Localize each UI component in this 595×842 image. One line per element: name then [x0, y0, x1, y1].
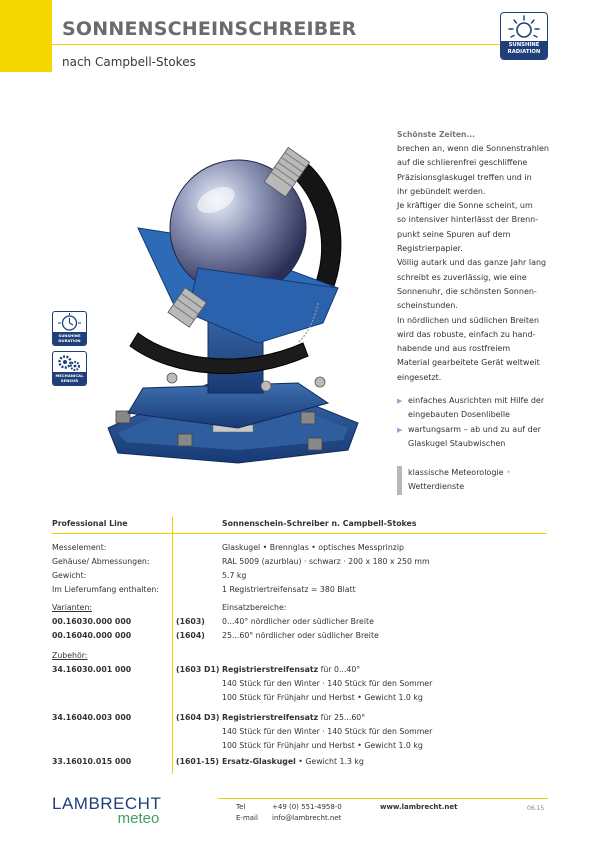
feature-bullets [397, 394, 557, 451]
spec-values: Glaskugel • Brennglas • optisches Messprinzip RAL 5009 (azurblau) · schwarz · 200 x 180 x 250 mm 5.7 kg 1 Registriertreifensatz = 380 Blatt [222, 543, 430, 594]
website-link[interactable]: www.lambrecht.net [380, 803, 458, 811]
list-item: ▶ wartungsarm – ab und zu auf der Glaskugel Staubwischen [397, 424, 541, 448]
accessories-label: Zubehör: [52, 651, 88, 660]
variant-descriptions: 0...40° nördlicher oder südlicher Breite 25...60° nördlicher oder südlicher Breite [222, 617, 379, 640]
description-heading: Schönste Zeiten... [397, 130, 476, 139]
lambrecht-logo: LAMBRECHT meteo [52, 794, 162, 827]
page-code: 06.15 [527, 805, 545, 812]
accessory-code: 34.16030.001 000 [52, 665, 132, 674]
email-link[interactable]: info@lambrecht.net [272, 814, 342, 822]
list-item: ▶ einfaches Ausrichten mit Hilfe der eingebauten Dosenlibelle [397, 396, 545, 420]
sunshine-radiation-badge [500, 12, 548, 60]
accessory-short-code: (1601-15) [176, 757, 219, 766]
triangle-bullet-icon: ▶ [397, 425, 403, 434]
footer-divider [218, 798, 548, 799]
accessory-code: 33.16010.015 000 [52, 757, 132, 766]
spec-col1-header: Professional Line [52, 519, 128, 528]
application-tags: klassische Meteorologie • Wetterdienste [397, 466, 568, 495]
description-text: brechen an, wenn die Sonnenstrahlen auf die schlierenfrei geschliffene Präzisionsglaskugel treffen und in ihr gebündelt werden. Je kräftiger die Sonne scheint, um so intensiver hinterlässt der Brenn- punkt seine Spuren auf dem Registrierpapier. Völlig autark und das ganze Jahr lang schreibt es zuverlässig, wie eine Sonnenuhr, die schönsten Sonnen- scheinstunden. In nördlichen und südlichen Breiten wird das robuste, einfach zu hand- habende und aus rostfreiem Material gearbeitete Gerät weltweit eingesetzt. [397, 144, 549, 382]
product-photo [98, 128, 368, 468]
table-row: Registrierstreifensatz für 25...60° 140 Stück für den Winter · 140 Stück für den Sommer 100 Stück für Frühjahr und Herbst • Gewicht 1.0 kg [222, 713, 433, 750]
sunshine-duration-badge [52, 311, 87, 346]
triangle-bullet-icon: ▶ [397, 397, 403, 405]
page-subtitle: nach Campbell-Stokes [62, 55, 196, 69]
variant-short-codes: (1603) (1604) [176, 617, 205, 640]
table-divider [52, 533, 547, 534]
accessory-code: 34.16040.003 000 [52, 713, 132, 722]
table-row: Registrierstreifensatz für 0...40° 140 Stück für den Winter · 140 Stück für den Sommer 100 Stück für Frühjahr und Herbst • Gewicht 1.0 kg [222, 665, 433, 702]
yellow-header-tab [0, 0, 52, 72]
page-title: SONNENSCHEINSCHREIBER [62, 18, 357, 40]
spec-col2-header: Sonnenschein-Schreiber n. Campbell-Stokes [222, 519, 417, 528]
accessory-short-code: (1603 D1) [176, 665, 220, 674]
accessory-short-code: (1604 D3) [176, 713, 220, 722]
badge-label: SUNSHINE RADIATION [501, 41, 547, 59]
contact-values: +49 (0) 551-4958-0 info@lambrecht.net [272, 803, 342, 822]
table-row: Ersatz-Glaskugel • Gewicht 1.3 kg [222, 757, 364, 766]
contact-labels: Tel E-mail [236, 803, 258, 822]
table-column-divider [172, 517, 173, 774]
sun-icon [501, 13, 547, 42]
spec-labels: Messelement: Gehäuse/ Abmessungen: Gewicht: Im Lieferumfang enthalten: [52, 543, 159, 594]
title-divider [52, 44, 547, 45]
badge-label: MECHANICAL SENSOR [53, 372, 86, 385]
variants-label: Varianten: [52, 603, 93, 612]
table-row: 00.16030.000 000 00.16040.000 000 [52, 617, 132, 640]
gears-icon [53, 352, 86, 373]
mechanical-sensor-badge [52, 351, 87, 386]
variants-header: Einsatzbereiche: [222, 603, 287, 612]
badge-label: SUNSHINE DURATION [53, 332, 86, 345]
clock-sun-icon [53, 312, 86, 333]
